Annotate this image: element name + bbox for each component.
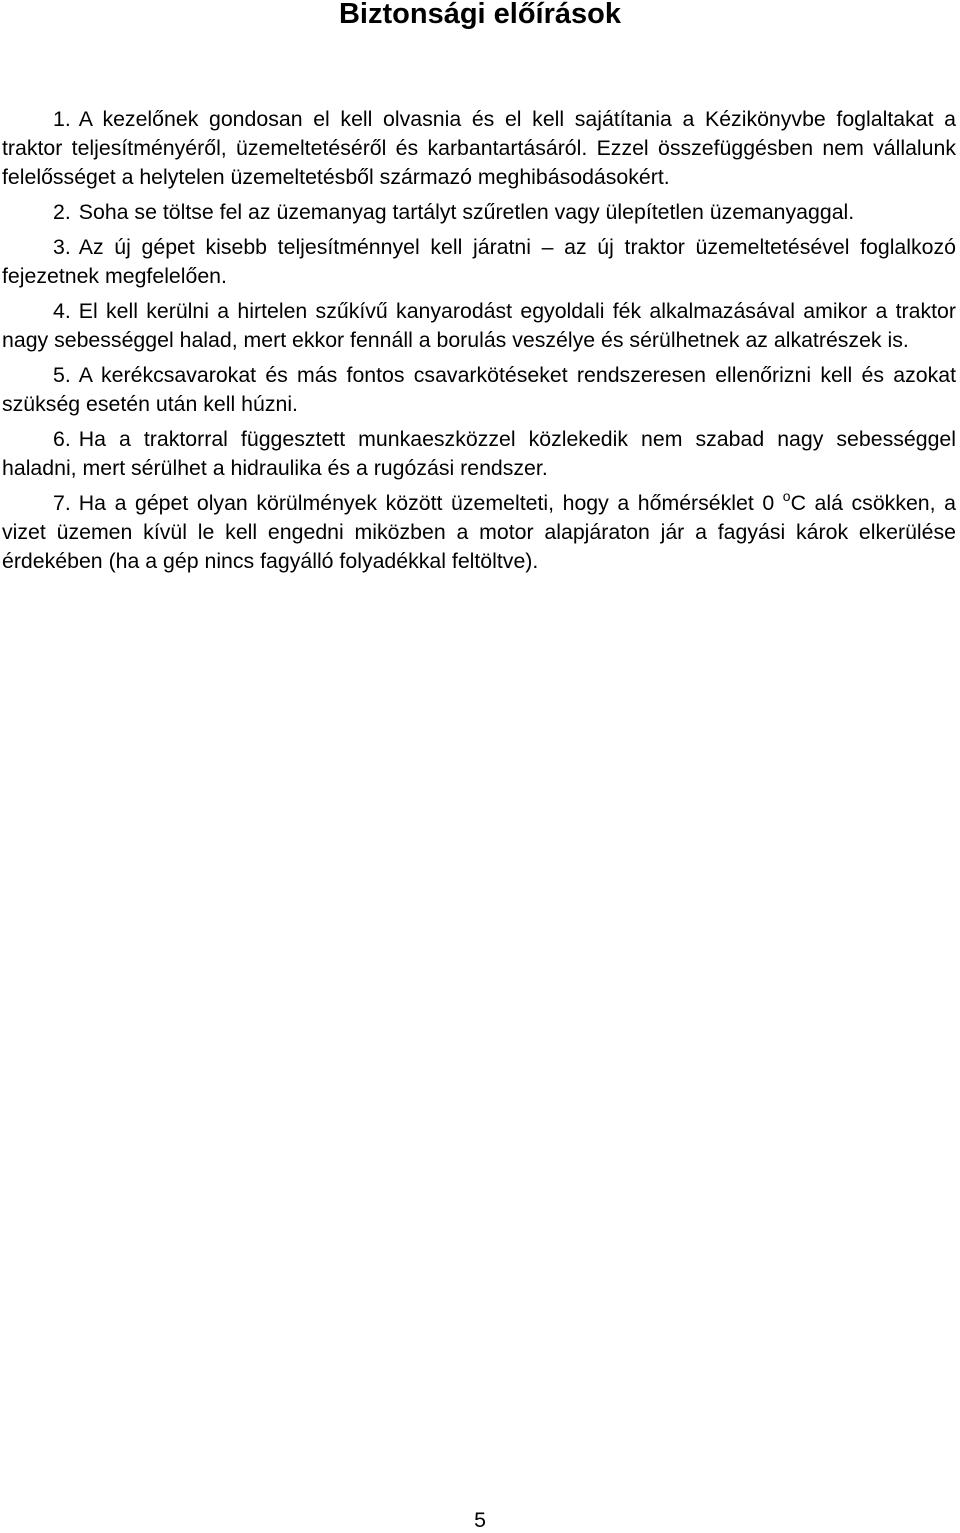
page-number: 5 bbox=[474, 1508, 486, 1532]
list-item bbox=[2, 489, 956, 576]
degree-superscript: o bbox=[782, 488, 791, 504]
item-number: 3. bbox=[53, 235, 71, 259]
item-text: A kezelőnek gondosan el kell olvasnia és el kell sajátítania a Kézikönyvbe foglaltakat a traktor teljesítményéről, üzemeltetéséről és karbantartásáról. Ezzel összefüggésben nem vállalunk felelősséget a helytelen üzemeltetésből származó meghibásodásokért. bbox=[2, 107, 956, 189]
item-number: 5. bbox=[53, 363, 71, 387]
list-item bbox=[2, 361, 956, 419]
item-text: Soha se töltse fel az üzemanyag tartályt szűretlen vagy ülepítetlen üzemanyaggal. bbox=[78, 200, 855, 224]
item-number: 6. bbox=[53, 427, 71, 451]
item-text: Ha a traktorral függesztett munkaeszközzel közlekedik nem szabad nagy sebességgel haladni, mert sérülhet a hidraulika és a rugózási rendszer. bbox=[2, 427, 956, 480]
list-item bbox=[2, 198, 956, 227]
list-item bbox=[2, 425, 956, 483]
item-number: 7. bbox=[53, 491, 71, 515]
list-item bbox=[2, 297, 956, 355]
item-text-after: C alá csökken, a vizet üzemen kívül le kell engedni miközben a motor alapjáraton jár a fagyási károk elkerülése érdekében (ha a gép nincs fagyálló folyadékkal feltöltve). bbox=[2, 491, 956, 573]
item-text: A kerékcsavarokat és más fontos csavarkötéseket rendszeresen ellenőrizni kell és azokat szükség esetén után kell húzni. bbox=[2, 363, 956, 416]
list-item bbox=[2, 233, 956, 291]
item-number: 1. bbox=[53, 107, 71, 131]
safety-rules-list bbox=[2, 105, 956, 582]
item-number: 4. bbox=[53, 299, 71, 323]
item-text-before: Ha a gépet olyan körülmények között üzemelteti, hogy a hőmérséklet 0 bbox=[78, 491, 783, 515]
page-title: Biztonsági előírások bbox=[338, 0, 621, 30]
list-item bbox=[2, 105, 956, 192]
item-text: El kell kerülni a hirtelen szűkívű kanyarodást egyoldali fék alkalmazásával amikor a traktor nagy sebességgel halad, mert ekkor fennáll a borulás veszélye és sérülhetnek az alkatrészek is. bbox=[2, 299, 956, 352]
item-number: 2. bbox=[53, 200, 71, 224]
item-text: Az új gépet kisebb teljesítménnyel kell járatni – az új traktor üzemeltetésével foglalkozó fejezetnek megfelelően. bbox=[2, 235, 956, 288]
